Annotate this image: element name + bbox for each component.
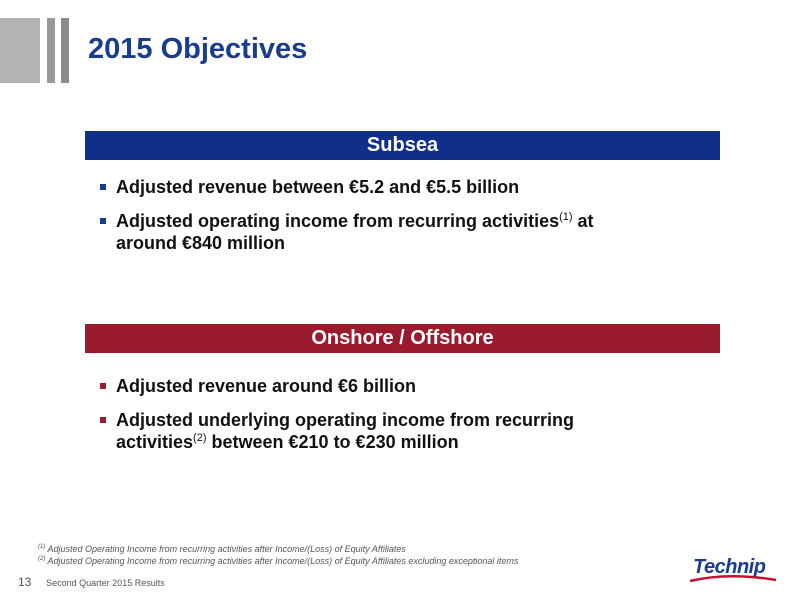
bullet-list-onshore — [100, 375, 700, 465]
footnote — [38, 543, 518, 555]
slide-title: 2015 Objectives — [88, 33, 308, 65]
bullet-list-subsea — [100, 176, 700, 266]
decorative-bar — [61, 18, 69, 83]
bullet-item — [100, 375, 700, 397]
page-number: 13 — [18, 575, 32, 589]
footnotes — [38, 543, 518, 567]
bullet-text: activities — [116, 432, 194, 452]
section-header-onshore: Onshore / Offshore — [85, 324, 720, 353]
square-bullet-icon — [100, 383, 106, 389]
decorative-bar — [47, 18, 55, 83]
decorative-bar — [0, 18, 40, 83]
bullet-text: between €210 to €230 million — [206, 432, 459, 452]
footnote-text: Adjusted Operating Income from recurring activities after Income/(Loss) of Equity Affiliates excluding exceptional items — [45, 556, 519, 566]
footnote-marker: (2) — [38, 556, 46, 562]
footnote — [38, 555, 518, 567]
bullet-text: at — [572, 211, 594, 231]
footnote-marker: (1) — [38, 544, 46, 550]
footnote-ref: (1) — [559, 211, 573, 223]
bullet-text: around €840 million — [116, 233, 286, 253]
bullet-item — [100, 409, 700, 453]
bullet-text: Adjusted operating income from recurring activities — [116, 211, 560, 231]
footnote-text: Adjusted Operating Income from recurring activities after Income/(Loss) of Equity Affiliates — [45, 544, 406, 554]
bullet-text: Adjusted revenue between €5.2 and €5.5 billion — [116, 177, 520, 197]
bullet-text: Adjusted underlying operating income from recurring — [116, 410, 575, 430]
square-bullet-icon — [100, 184, 106, 190]
bullet-item — [100, 176, 700, 198]
bullet-item — [100, 210, 700, 254]
square-bullet-icon — [100, 417, 106, 423]
section-header-subsea: Subsea — [85, 131, 720, 160]
logo-text: Technip — [693, 556, 766, 578]
technip-logo — [688, 554, 778, 584]
square-bullet-icon — [100, 218, 106, 224]
footnote-ref: (2) — [193, 432, 207, 444]
footer-text: Second Quarter 2015 Results — [46, 578, 165, 588]
footer — [18, 575, 165, 589]
bullet-text: Adjusted revenue around €6 billion — [116, 376, 417, 396]
